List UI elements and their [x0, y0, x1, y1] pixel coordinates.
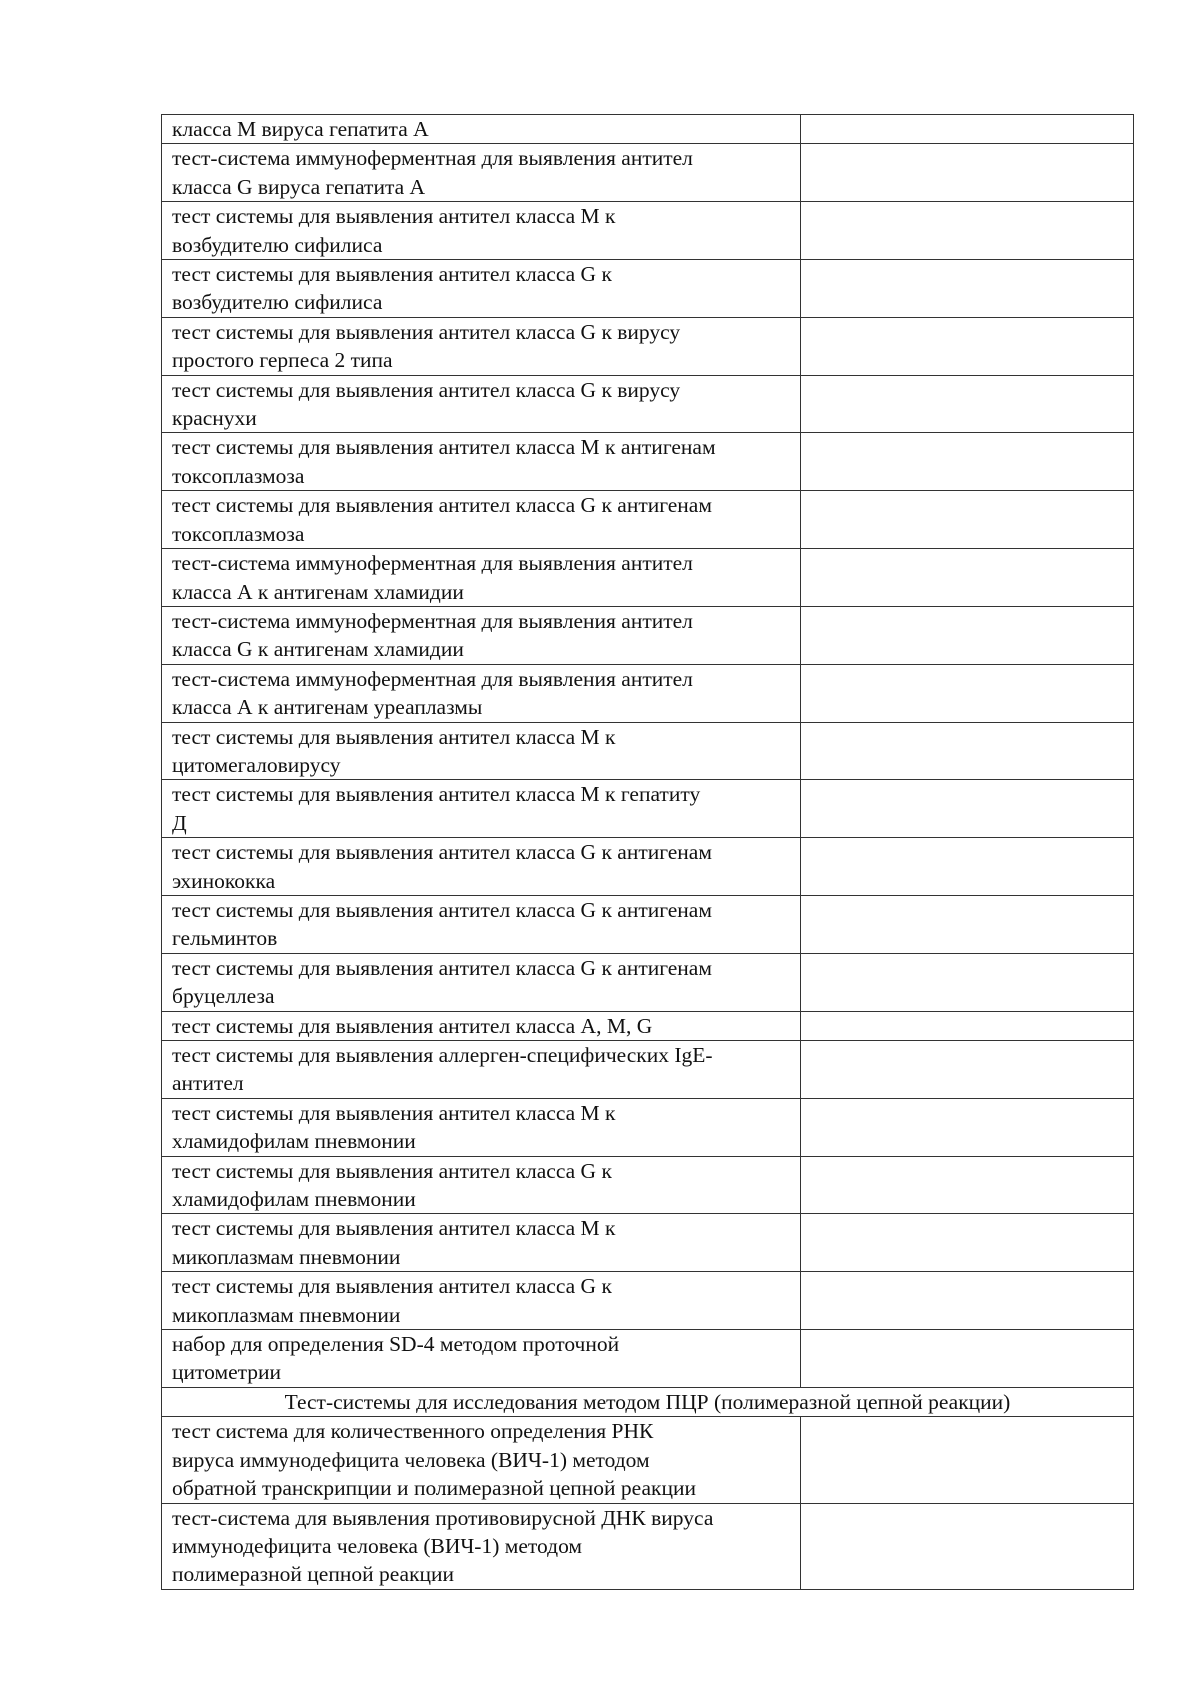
item-name-text: тест системы для выявления антител класса G к вирусу краснухи: [172, 377, 681, 431]
table-row: [162, 1503, 1134, 1589]
table-row: [162, 838, 1134, 896]
item-name-text: тест системы для выявления антител класса G к антигенам токсоплазмоза: [172, 493, 712, 546]
item-name-text: тест-система иммуноферментная для выявления антител класса G вируса гепатита А: [172, 146, 693, 199]
table-row: [162, 549, 1134, 607]
empty-value-cell: [801, 1011, 1134, 1040]
item-name-cell: [162, 433, 801, 491]
table-row: [162, 606, 1134, 664]
table-row: [162, 1330, 1134, 1388]
empty-value-cell: [801, 115, 1134, 144]
item-name-text: тест системы для выявления антител класса М к микоплазмам пневмонии: [172, 1216, 616, 1269]
empty-value-cell: [801, 375, 1134, 433]
empty-value-cell: [801, 549, 1134, 607]
table-row: [162, 260, 1134, 318]
item-name-text: тест системы для выявления антител класса G к антигенам эхинококка: [172, 840, 712, 893]
item-name-text: тест системы для выявления антител класса G к хламидофилам пневмонии: [172, 1158, 612, 1212]
item-name-text: тест системы для выявления антител класса G к возбудителю сифилиса: [172, 262, 612, 315]
table-row: [162, 491, 1134, 549]
item-name-cell: [162, 780, 801, 838]
item-name-cell: [162, 664, 801, 722]
item-name-text: тест системы для выявления антител класса М к антигенам токсоплазмоза: [172, 435, 716, 488]
item-name-text: тест системы для выявления антител класса G к антигенам гельминтов: [172, 897, 712, 951]
empty-value-cell: [801, 1330, 1134, 1388]
table-row: [162, 1417, 1134, 1503]
table-row: [162, 433, 1134, 491]
empty-value-cell: [801, 1098, 1134, 1156]
item-name-text: тест система для количественного определения РНК вируса иммунодефицита человека (ВИЧ-1) методом обратной транскрипции и полимеразной цепной реакции: [172, 1419, 696, 1501]
item-name-text: тест системы для выявления антител класса G к микоплазмам пневмонии: [172, 1274, 612, 1327]
table-row: [162, 895, 1134, 953]
table-row: [162, 317, 1134, 375]
empty-value-cell: [801, 202, 1134, 260]
item-name-cell: [162, 722, 801, 780]
item-name-text: тест системы для выявления антител класса М к возбудителю сифилиса: [172, 204, 616, 257]
item-name-cell: [162, 1417, 801, 1503]
item-name-cell: [162, 1330, 801, 1388]
empty-value-cell: [801, 317, 1134, 375]
item-name-cell: [162, 1214, 801, 1272]
item-name-text: тест системы для выявления антител класса G к антигенам бруцеллеза: [172, 955, 712, 1009]
item-name-cell: [162, 491, 801, 549]
item-name-text: тест-система для выявления противовирусной ДНК вируса иммунодефицита человека (ВИЧ-1) методом полимеразной цепной реакции: [172, 1505, 714, 1587]
empty-value-cell: [801, 144, 1134, 202]
reagents-table-body: [162, 115, 1134, 1590]
item-name-cell: [162, 1041, 801, 1099]
section-header-text: Тест-системы для исследования методом ПЦР (полимеразной цепной реакции): [284, 1389, 1011, 1414]
item-name-cell: [162, 895, 801, 953]
item-name-cell: [162, 115, 801, 144]
empty-value-cell: [801, 1272, 1134, 1330]
empty-value-cell: [801, 260, 1134, 318]
empty-value-cell: [801, 491, 1134, 549]
table-row: [162, 202, 1134, 260]
item-name-cell: [162, 1098, 801, 1156]
empty-value-cell: [801, 895, 1134, 953]
item-name-text: тест-система иммуноферментная для выявления антител класса А к антигенам хламидии: [172, 551, 693, 604]
item-name-text: тест системы для выявления антител класса G к вирусу простого герпеса 2 типа: [172, 319, 681, 373]
table-row: [162, 1156, 1134, 1214]
empty-value-cell: [801, 722, 1134, 780]
item-name-text: класса М вируса гепатита А: [172, 117, 429, 141]
item-name-cell: [162, 606, 801, 664]
empty-value-cell: [801, 433, 1134, 491]
item-name-text: тест системы для выявления аллерген-специфических IgE- антител: [172, 1043, 713, 1096]
section-header-cell: [162, 1387, 1134, 1416]
item-name-cell: [162, 260, 801, 318]
item-name-text: тест-система иммуноферментная для выявления антител класса G к антигенам хламидии: [172, 608, 693, 662]
table-row: [162, 1041, 1134, 1099]
item-name-text: тест системы для выявления антител класса М к цитомегаловирусу: [172, 724, 616, 777]
table-row: [162, 953, 1134, 1011]
empty-value-cell: [801, 1503, 1134, 1589]
item-name-text: тест-система иммуноферментная для выявления антител класса А к антигенам уреаплазмы: [172, 666, 693, 720]
section-header-row: [162, 1387, 1134, 1416]
reagents-table: [161, 114, 1134, 1590]
table-row: [162, 722, 1134, 780]
item-name-cell: [162, 1156, 801, 1214]
empty-value-cell: [801, 1417, 1134, 1503]
item-name-cell: [162, 1503, 801, 1589]
item-name-cell: [162, 375, 801, 433]
item-name-text: тест системы для выявления антител класса М к гепатиту Д: [172, 782, 701, 835]
empty-value-cell: [801, 664, 1134, 722]
item-name-cell: [162, 838, 801, 896]
table-row: [162, 1272, 1134, 1330]
item-name-cell: [162, 1011, 801, 1040]
table-row: [162, 1098, 1134, 1156]
item-name-cell: [162, 1272, 801, 1330]
item-name-cell: [162, 317, 801, 375]
table-row: [162, 780, 1134, 838]
table-row: [162, 1011, 1134, 1040]
empty-value-cell: [801, 1214, 1134, 1272]
item-name-cell: [162, 953, 801, 1011]
table-row: [162, 375, 1134, 433]
item-name-text: тест системы для выявления антител класса М к хламидофилам пневмонии: [172, 1100, 616, 1154]
empty-value-cell: [801, 953, 1134, 1011]
table-row: [162, 144, 1134, 202]
empty-value-cell: [801, 606, 1134, 664]
empty-value-cell: [801, 780, 1134, 838]
item-name-text: набор для определения SD-4 методом проточной цитометрии: [172, 1332, 620, 1385]
table-row: [162, 1214, 1134, 1272]
item-name-text: тест системы для выявления антител класса А, M, G: [172, 1013, 653, 1038]
item-name-cell: [162, 202, 801, 260]
empty-value-cell: [801, 1041, 1134, 1099]
table-row: [162, 115, 1134, 144]
empty-value-cell: [801, 838, 1134, 896]
item-name-cell: [162, 144, 801, 202]
empty-value-cell: [801, 1156, 1134, 1214]
table-row: [162, 664, 1134, 722]
item-name-cell: [162, 549, 801, 607]
